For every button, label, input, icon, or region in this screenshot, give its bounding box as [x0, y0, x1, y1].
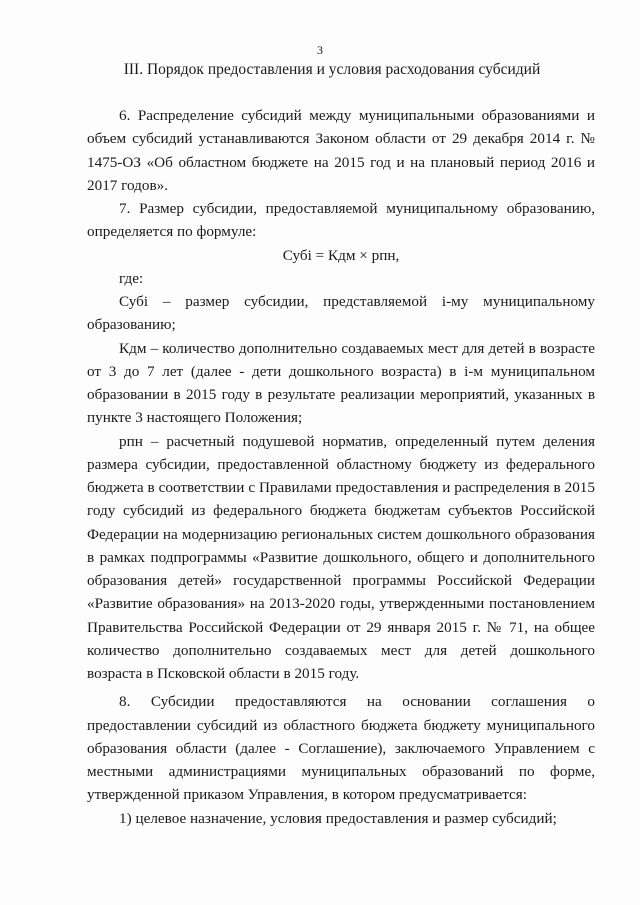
subsidy-formula: Субi = Кдм × рпн, — [282, 246, 400, 264]
paragraph-7: 7. Размер субсидии, предоставляемой муниципальному образованию, определяется по формуле: — [87, 200, 595, 241]
section-title: III. Порядок предоставления и условия расходования субсидий — [123, 61, 541, 78]
definition-rpn: рпн – расчетный подушевой норматив, определенный путем деления размера субсидии, предоставленной областному бюджету из федерального бюджета в соответствии с Правилами предоставления и распределения в 2015 году субсидий из федерального бюджета бюджетам субъектов Российской Федерации на модернизацию региональных систем дошкольного образования в рамках подпрограммы «Развитие дошкольного, общего и дополнительного образования детей» государственной программы Российской Федерации «Развитие образования» на 2013-2020 годы, утвержденными постановлением Правительства Российской Федерации от 29 января 2015 г. № 71, на общее количество дополнительно создаваемых мест для детей дошкольного возраста в Псковской области в 2015 году. — [87, 432, 595, 682]
list-item-1: 1) целевое назначение, условия предоставления и размер субсидий; — [119, 809, 557, 827]
definition-subi: Субi – размер субсидии, представляемой i-му муниципальному образованию; — [87, 293, 595, 334]
document-body — [87, 104, 595, 830]
formula-where-label: где: — [119, 269, 144, 287]
paragraph-6: 6. Распределение субсидий между муниципальными образованиями и объем субсидий устанавливаются Законом области от 29 декабря 2014 г. № 1475-ОЗ «Об областном бюджете на 2015 год и на плановый период 2016 и 2017 годов». — [87, 107, 595, 194]
page-number: 3 — [317, 43, 323, 57]
paragraph-8: 8. Субсидии предоставляются на основании соглашения о предоставлении субсидий из областного бюджета бюджету муниципального образования области (далее - Соглашение), заключаемого Управлением с местными администрациями муниципальных образований по форме, утвержденной приказом Управления, в котором предусматривается: — [87, 693, 595, 804]
definition-kdm: Кдм – количество дополнительно создаваемых мест для детей в возрасте от 3 до 7 лет (далее - дети дошкольного возраста) в i-м муниципальном образовании в 2015 году в результате реализации мероприятий, указанных в пункте 3 настоящего Положения; — [87, 339, 595, 427]
